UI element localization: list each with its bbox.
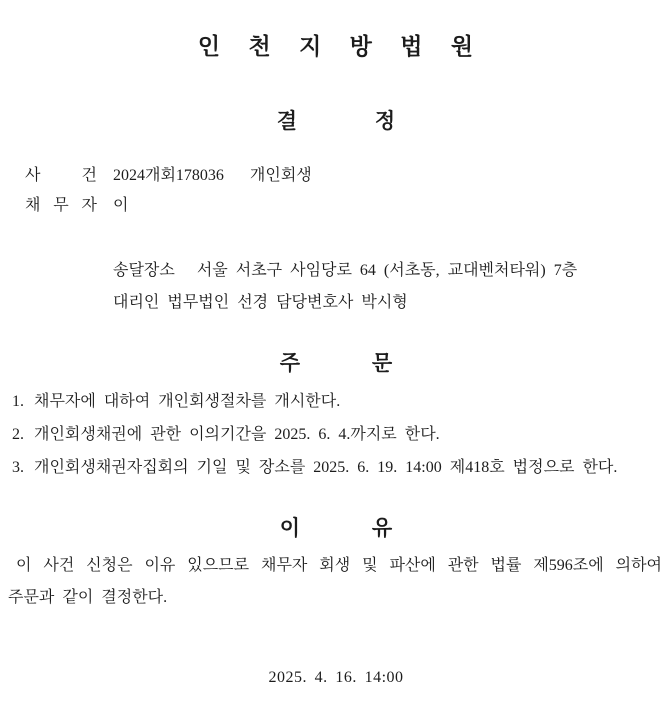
order-item-number: 1. [12,393,24,410]
order-item [12,418,666,451]
order-item-text: 개인회생채권자집회의 기일 및 장소를 2025. 6. 19. 14:00 제418호 법정으로 한다. [34,459,618,476]
reason-paragraph [8,550,662,614]
service-attorney-block [113,255,662,319]
order-item [12,385,666,418]
case-number: 2024개회178036 [113,167,224,184]
debtor-name: 이 [113,197,129,214]
order-item-text: 채무자에 대하여 개인회생절차를 개시한다. [34,393,341,410]
order-section-heading: 주 문 [279,352,393,375]
reason-line-2: 주문과 같이 결정한다. [8,589,168,606]
case-value [113,161,312,191]
service-place-address: 서울 서초구 사임당로 64 (서초동, 교대벤처타워) 7층 [196,262,578,279]
decision-datetime: 2025. 4. 16. 14:00 [268,669,404,686]
case-number-row [25,161,662,191]
order-item-number: 2. [12,426,24,443]
court-name: 인 천 지 방 법 원 [197,33,475,59]
debtor-label: 채 무 자 [25,197,97,214]
debtor-row [25,191,662,221]
order-item [12,451,666,484]
service-place-row [113,255,662,287]
case-label: 사 건 [25,167,97,184]
order-item-text: 개인회생채권에 관한 이의기간을 2025. 6. 4.까지로 한다. [34,426,440,443]
reason-line-1: 이 사건 신청은 이유 있으므로 채무자 회생 및 파산에 관한 법률 제596조에 의하여 [16,557,662,574]
case-info-block [25,161,662,221]
document-type-title: 결 정 [276,110,396,133]
order-item-number: 3. [12,459,24,476]
attorney-line: 대리인 법무법인 선경 담당변호사 박시형 [113,294,408,311]
service-place-label: 송달장소 [113,262,175,279]
case-type: 개인회생 [249,167,312,184]
reason-section-heading: 이 유 [279,517,393,540]
order-list [12,385,666,484]
